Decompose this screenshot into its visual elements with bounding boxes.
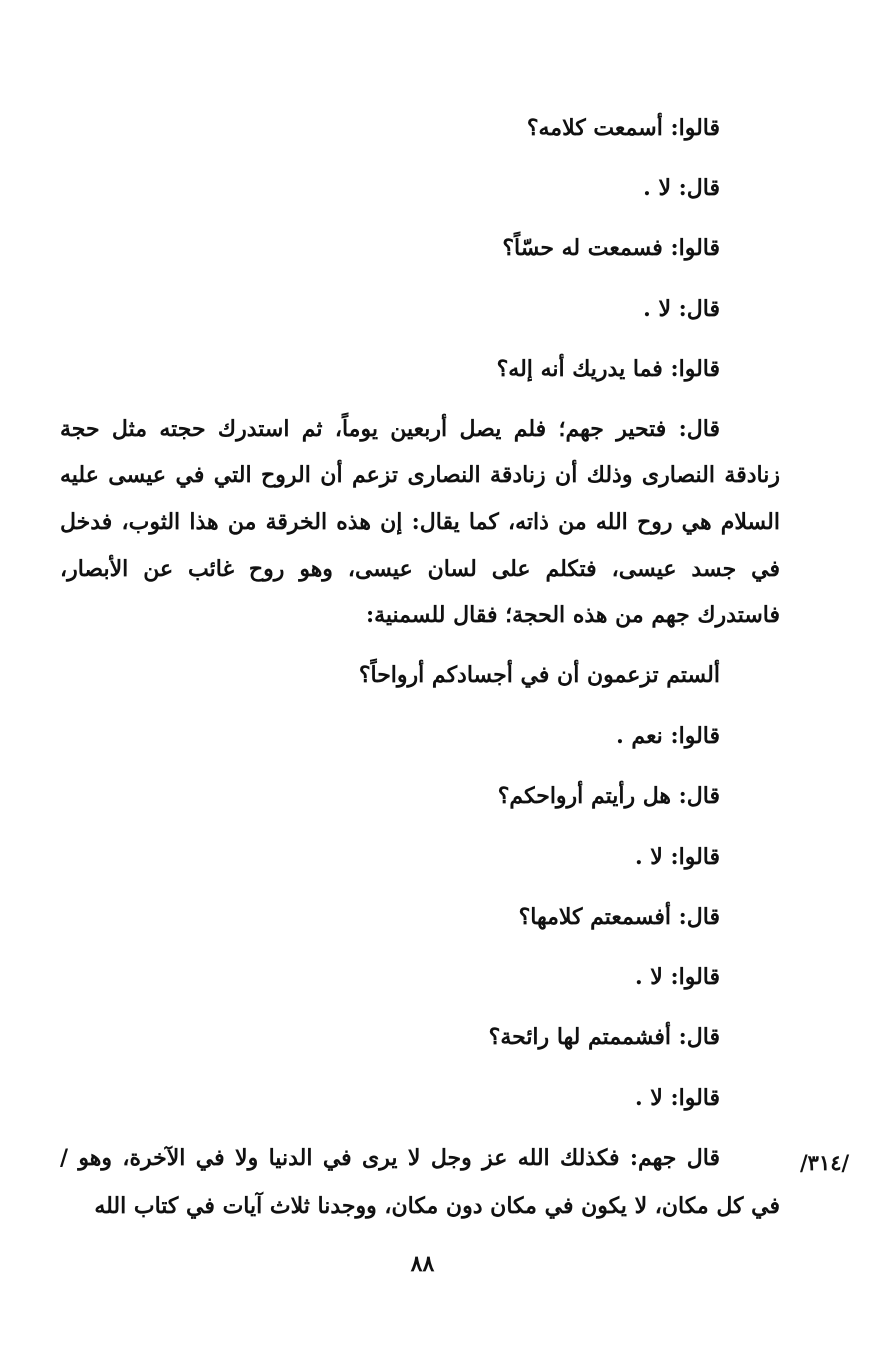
dialogue-line: قال: لا . bbox=[643, 175, 720, 201]
dialogue-line: قالوا: فما يدريك أنه إله؟ bbox=[496, 356, 720, 382]
dialogue-line: قال: أفشممتم لها رائحة؟ bbox=[488, 1024, 720, 1050]
paragraph-line: زنادقة النصارى وذلك أن زنادقة النصارى تزعم أن الروح التي في عيسى عليه bbox=[60, 462, 780, 488]
paragraph-line: قال: فتحير جهم؛ فلم يصل أربعين يوماً، ثم استدرك حجته مثل حجة bbox=[60, 416, 720, 442]
dialogue-line: قالوا: لا . bbox=[634, 844, 720, 870]
dialogue-line: قال: هل رأيتم أرواحكم؟ bbox=[497, 783, 720, 809]
page-number: ٨٨ bbox=[410, 1251, 435, 1277]
dialogue-line: قالوا: لا . bbox=[634, 1085, 720, 1111]
paragraph-line: في كل مكان، لا يكون في مكان دون مكان، ووجدنا ثلاث آيات في كتاب الله bbox=[94, 1193, 780, 1219]
dialogue-line: ألستم تزعمون أن في أجسادكم أرواحاً؟ bbox=[358, 662, 720, 688]
dialogue-line: قالوا: لا . bbox=[634, 964, 720, 990]
paragraph-line: فاستدرك جهم من هذه الحجة؛ فقال للسمنية: bbox=[365, 602, 780, 628]
paragraph-line: السلام هي روح الله من ذاته، كما يقال: إن هذه الخرقة من هذا الثوب، فدخل bbox=[60, 509, 780, 535]
dialogue-line: قالوا: فسمعت له حسّاً؟ bbox=[502, 235, 720, 261]
dialogue-line: قال: أفسمعتم كلامها؟ bbox=[518, 904, 720, 930]
dialogue-line: قال: لا . bbox=[643, 296, 720, 322]
dialogue-line: قالوا: نعم . bbox=[616, 723, 720, 749]
paragraph-line: قال جهم: فكذلك الله عز وجل لا يرى في الدنيا ولا في الآخرة، وهو / bbox=[60, 1145, 720, 1171]
margin-page-reference: /٣١٤/ bbox=[800, 1150, 850, 1175]
paragraph-line: في جسد عيسى، فتكلم على لسان عيسى، وهو روح غائب عن الأبصار، bbox=[60, 556, 780, 582]
dialogue-line: قالوا: أسمعت كلامه؟ bbox=[526, 115, 720, 141]
